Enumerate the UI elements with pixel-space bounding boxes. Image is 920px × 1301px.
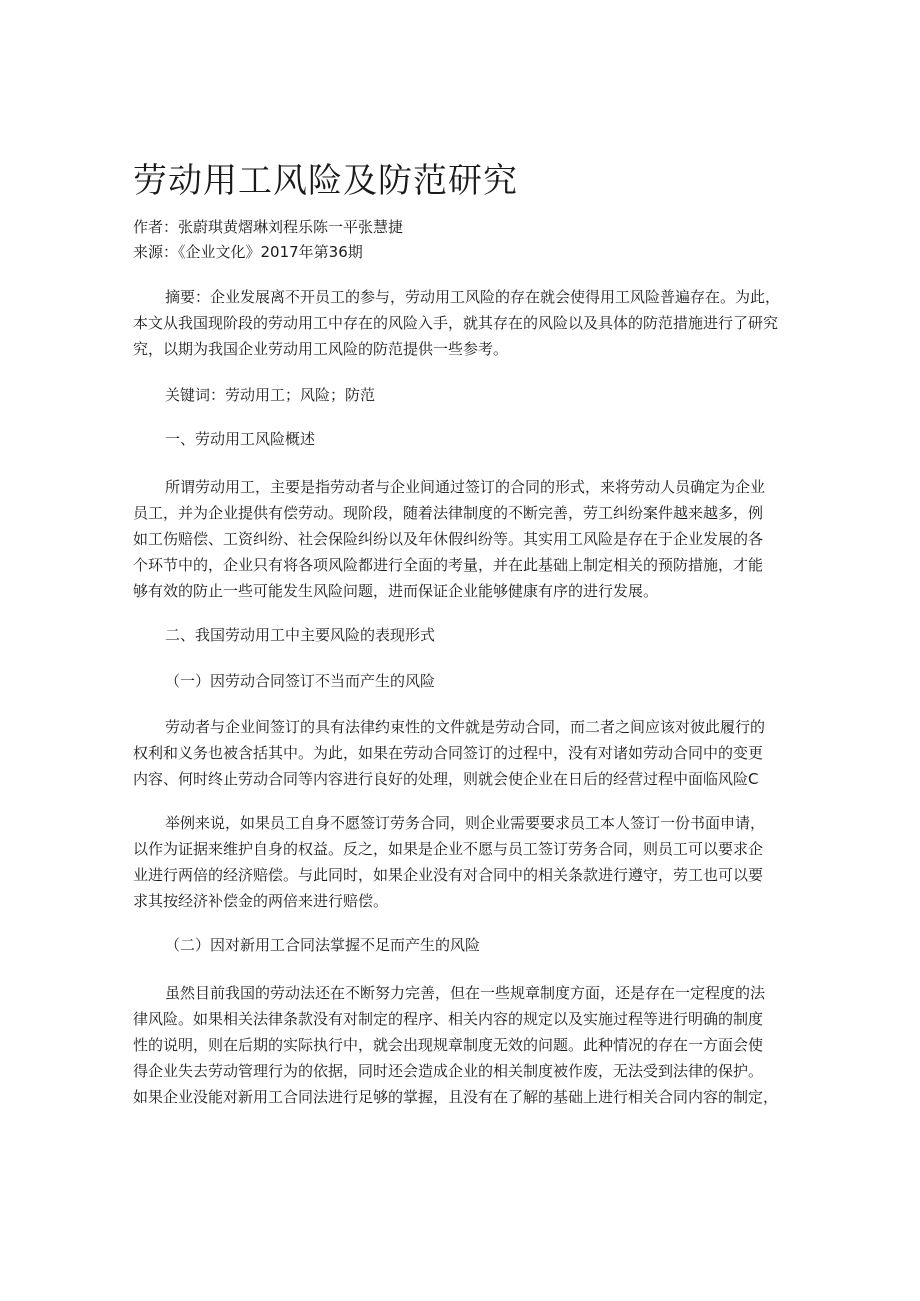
subsection-1-paragraph (133, 714, 785, 792)
abstract-line: 本文从我国现阶段的劳动用工中存在的风险入手，就其存在的风险以及具体的防范措施进行了研究 (133, 314, 779, 332)
source-line: 来源：《企业文化》2017年第36期 (133, 243, 363, 261)
paragraph-line: 以作为证据来维护自身的权益。反之，如果是企业不愿与员工签订劳务合同，则员工可以要求企 (133, 840, 764, 858)
paragraph-line: 举例来说，如果员工自身不愿签订劳务合同，则企业需要要求员工本人签订一份书面申请， (165, 814, 766, 832)
paragraph-line: 所谓劳动用工，主要是指劳动者与企业间通过签订的合同的形式，来将劳动人员确定为企业 (165, 478, 766, 496)
paragraph-line: 虽然目前我国的劳动法还在不断努力完善，但在一些规章制度方面，还是存在一定程度的法 (165, 984, 766, 1002)
paragraph-line: 得企业失去劳动管理行为的依据，同时还会造成企业的相关制度被作废，无法受到法律的保护。 (133, 1062, 764, 1080)
section-heading-2: 二、我国劳动用工中主要风险的表现形式 (165, 626, 436, 644)
paragraph-line: 如工伤赔偿、工资纠纷、社会保险纠纷以及年休假纠纷等。其实用工风险是存在于企业发展的各 (133, 530, 764, 548)
keywords-line: 关键词：劳动用工；风险；防范 (165, 386, 376, 404)
paragraph-line: 内容、何时终止劳动合同等内容进行良好的处理，则就会使企业在日后的经营过程中面临风险C (133, 770, 759, 788)
subsection-1-paragraph-2 (133, 810, 785, 914)
section-1-paragraph (133, 474, 785, 604)
paragraph-line: 性的说明，则在后期的实际执行中，就会出现规章制度无效的问题。此种情况的存在一方面会使 (133, 1036, 764, 1054)
author-line: 作者：张蔚琪黄熠琳刘程乐陈一平张慧捷 (133, 218, 404, 236)
subsection-2-paragraph (133, 980, 785, 1110)
paragraph-line: 够有效的防止一些可能发生风险问题，进而保证企业能够健康有序的进行发展。 (133, 582, 659, 600)
abstract-paragraph (133, 284, 785, 362)
paragraph-line: 求其按经济补偿金的两倍来进行赔偿。 (133, 892, 389, 910)
paragraph-line: 劳动者与企业间签订的具有法律约束性的文件就是劳动合同，而二者之间应该对彼此履行的 (165, 718, 766, 736)
subsection-heading-1: （一）因劳动合同签订不当而产生的风险 (165, 672, 436, 690)
section-heading-1: 一、劳动用工风险概述 (165, 430, 316, 448)
subsection-heading-2: （二）因对新用工合同法掌握不足而产生的风险 (165, 936, 481, 954)
paragraph-line: 个环节中的，企业只有将各项风险都进行全面的考量，并在此基础上制定相关的预防措施，才能 (133, 556, 764, 574)
paragraph-line: 员工，并为企业提供有偿劳动。现阶段，随着法律制度的不断完善，劳工纠纷案件越来越多，例 (133, 504, 764, 522)
page-title: 劳动用工风险及防范研究 (133, 161, 518, 201)
abstract-line: 摘要：企业发展离不开员工的参与，劳动用工风险的存在就会使得用工风险普遍存在。为此， (165, 288, 781, 306)
paragraph-line: 律风险。如果相关法律条款没有对制定的程序、相关内容的规定以及实施过程等进行明确的制度 (133, 1010, 764, 1028)
paragraph-line: 如果企业没能对新用工合同法进行足够的掌握，且没有在了解的基础上进行相关合同内容的制定， (133, 1088, 779, 1106)
paragraph-line: 业进行两倍的经济赔偿。与此同时，如果企业没有对合同中的相关条款进行遵守，劳工也可以要 (133, 866, 764, 884)
abstract-line: 究，以期为我国企业劳动用工风险的防范提供一些参考。 (133, 340, 509, 358)
paragraph-line: 权利和义务也被含括其中。为此，如果在劳动合同签订的过程中，没有对诸如劳动合同中的变更 (133, 744, 764, 762)
